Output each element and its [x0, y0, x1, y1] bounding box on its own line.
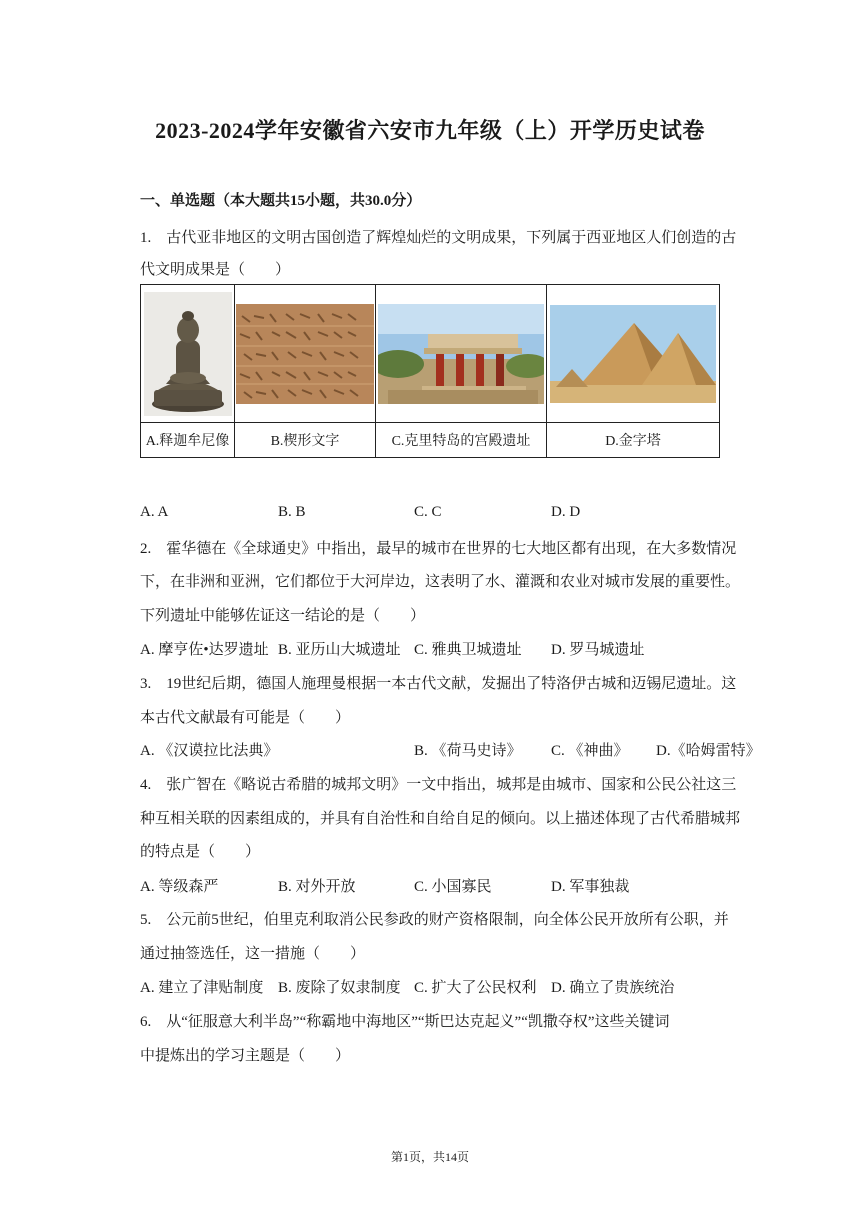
- question-1-image-table: [140, 284, 720, 458]
- question-6-line-2: 中提炼出的学习主题是（ ）: [140, 1048, 351, 1064]
- q3-option-c[interactable]: C. 《神曲》: [551, 743, 629, 759]
- q3-option-d[interactable]: D.《哈姆雷特》: [656, 743, 761, 759]
- q4-option-d[interactable]: D. 军事独裁: [551, 879, 630, 895]
- question-2-line-3: 下列遗址中能够佐证这一结论的是（ ）: [140, 608, 426, 624]
- q4-option-b[interactable]: B. 对外开放: [278, 879, 356, 895]
- buddha-statue-image: [141, 285, 235, 423]
- caption-c: C.克里特岛的宫殿遗址: [376, 423, 547, 458]
- question-4-line-1: 4. 张广智在《略说古希腊的城邦文明》一文中指出，城邦是由城市、国家和公民公社这三: [140, 777, 737, 793]
- q4-option-a[interactable]: A. 等级森严: [140, 879, 219, 895]
- question-4-line-2: 种互相关联的因素组成的，并具有自治性和自给自足的倾向。以上描述体现了古代希腊城邦: [140, 811, 741, 827]
- caption-d: D.金字塔: [547, 423, 720, 458]
- q2-option-b[interactable]: B. 亚历山大城遗址: [278, 642, 401, 658]
- question-2-line-1: 2. 霍华德在《全球通史》中指出，最早的城市在世界的七大地区都有出现，在大多数情况: [140, 541, 737, 557]
- q1-option-b[interactable]: B. B: [278, 504, 306, 520]
- q5-option-a[interactable]: A. 建立了津贴制度: [140, 980, 264, 996]
- page-title: 2023-2024学年安徽省六安市九年级（上）开学历史试卷: [155, 118, 705, 143]
- question-2-line-2: 下，在非洲和亚洲，它们都位于大河岸边，这表明了水、灌溉和农业对城市发展的重要性。: [140, 574, 741, 590]
- q2-option-c[interactable]: C. 雅典卫城遗址: [414, 642, 522, 658]
- q4-option-c[interactable]: C. 小国寡民: [414, 879, 492, 895]
- q2-option-a[interactable]: A. 摩亨佐•达罗遗址: [140, 642, 269, 658]
- question-1-line-1: 1. 古代亚非地区的文明古国创造了辉煌灿烂的文明成果，下列属于西亚地区人们创造的古: [140, 230, 737, 246]
- question-5-line-1: 5. 公元前5世纪，伯里克利取消公民参政的财产资格限制，向全体公民开放所有公职，并: [140, 912, 729, 928]
- question-4-line-3: 的特点是（ ）: [140, 844, 261, 860]
- page-footer: 第1页，共14页: [390, 1150, 469, 1164]
- q1-option-d[interactable]: D. D: [551, 504, 581, 520]
- pyramids-image: [547, 285, 720, 423]
- question-5-line-2: 通过抽签选任，这一措施（ ）: [140, 946, 366, 962]
- question-3-line-2: 本古代文献最有可能是（ ）: [140, 710, 351, 726]
- q1-option-c[interactable]: C. C: [414, 504, 442, 520]
- section-heading: 一、单选题（本大题共15小题，共30.0分）: [140, 193, 422, 209]
- question-1-line-2: 代文明成果是（ ）: [140, 262, 291, 278]
- knossos-palace-image: [376, 285, 547, 423]
- q3-option-a[interactable]: A. 《汉谟拉比法典》: [140, 743, 279, 759]
- q3-option-b[interactable]: B. 《荷马史诗》: [414, 743, 522, 759]
- caption-b: B.楔形文字: [235, 423, 376, 458]
- q1-option-a[interactable]: A. A: [140, 504, 169, 520]
- question-3-line-1: 3. 19世纪后期，德国人施理曼根据一本古代文献，发掘出了特洛伊古城和迈锡尼遗址。这: [140, 676, 737, 692]
- q2-option-d[interactable]: D. 罗马城遗址: [551, 642, 645, 658]
- question-6-line-1: 6. 从“征服意大利半岛”“称霸地中海地区”“斯巴达克起义”“凯撒夺权”这些关键词: [140, 1014, 670, 1030]
- cuneiform-image: [235, 285, 376, 423]
- q5-option-d[interactable]: D. 确立了贵族统治: [551, 980, 675, 996]
- caption-a: A.释迦牟尼像: [141, 423, 235, 458]
- q5-option-b[interactable]: B. 废除了奴隶制度: [278, 980, 401, 996]
- q5-option-c[interactable]: C. 扩大了公民权利: [414, 980, 537, 996]
